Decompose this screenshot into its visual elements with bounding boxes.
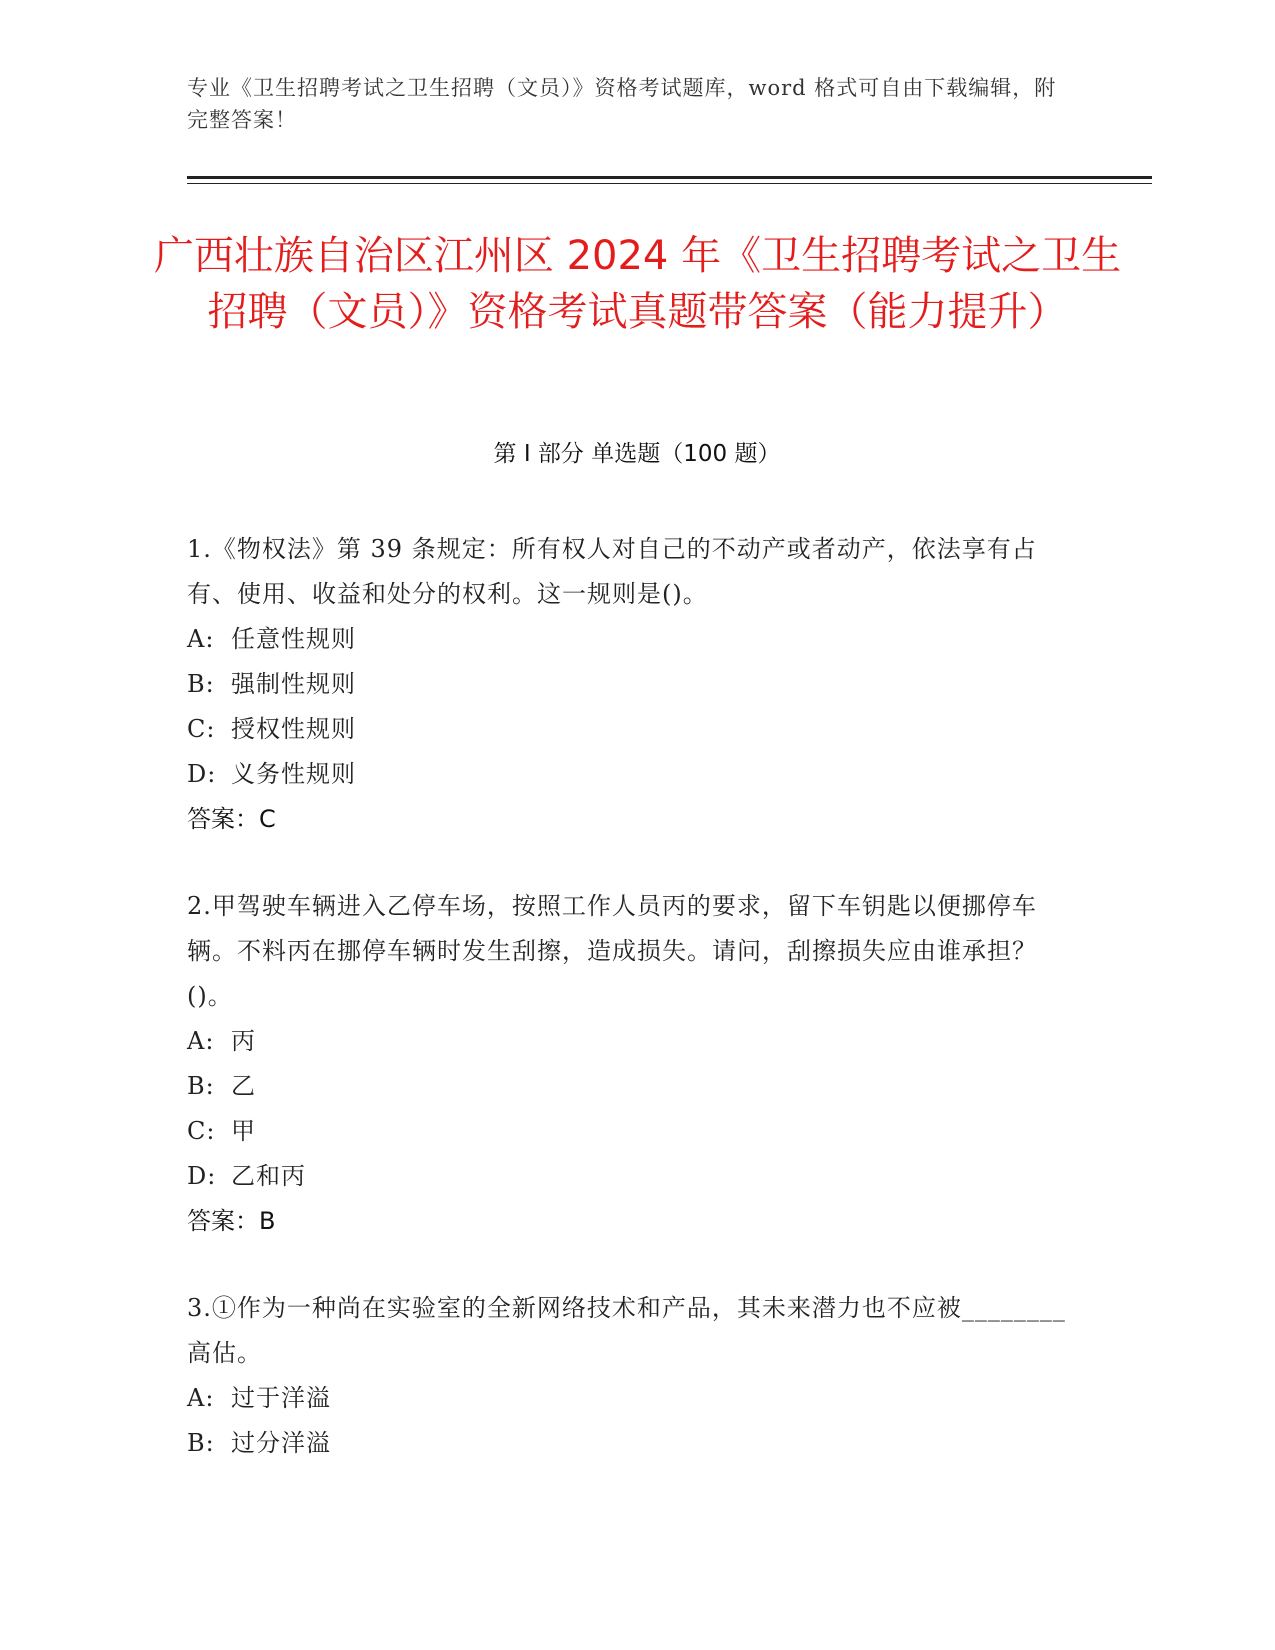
option-letter: A:: [187, 1384, 215, 1412]
option-text: 义务性规则: [231, 760, 356, 788]
answer-line: 答案：C: [187, 805, 276, 833]
option-letter: A:: [187, 1027, 215, 1055]
option-letter: D:: [187, 1162, 217, 1190]
question-stem: 3.①作为一种尚在实验室的全新网络技术和产品，其未来潜力也不应被________高估。: [187, 1294, 1066, 1367]
question-stem: 1.《物权法》第 39 条规定：所有权人对自己的不动产或者动产，依法享有占有、使用、收益和处分的权利。这一规则是()。: [187, 535, 1037, 608]
header-note: 专业《卫生招聘考试之卫生招聘（文员）》资格考试题库，word 格式可自由下载编辑，附完整答案！: [187, 76, 1057, 132]
header-rule-thin: [187, 183, 1152, 184]
option-letter: B:: [187, 1429, 215, 1457]
option-text: 丙: [231, 1027, 256, 1055]
option-text: 强制性规则: [231, 670, 356, 698]
option-d: [187, 1154, 1077, 1199]
option-text: 任意性规则: [231, 625, 356, 653]
answer-line: 答案：B: [187, 1207, 276, 1235]
option-letter: B:: [187, 670, 215, 698]
question-list: [187, 527, 1077, 1508]
option-text: 乙: [231, 1072, 256, 1100]
option-letter: C:: [187, 1117, 216, 1145]
option-b: [187, 1064, 1077, 1109]
option-a: [187, 1376, 1077, 1421]
option-text: 乙和丙: [231, 1162, 306, 1190]
section-heading: 第 I 部分 单选题（100 题）: [493, 441, 781, 467]
option-text: 授权性规则: [231, 715, 356, 743]
option-letter: C:: [187, 715, 216, 743]
option-d: [187, 752, 1077, 797]
option-b: [187, 662, 1077, 707]
question-stem: 2.甲驾驶车辆进入乙停车场，按照工作人员丙的要求，留下车钥匙以便挪停车辆。不料丙在挪停车辆时发生刮擦，造成损失。请问，刮擦损失应由谁承担？()。: [187, 892, 1037, 1010]
option-a: [187, 617, 1077, 662]
option-letter: B:: [187, 1072, 215, 1100]
question-2: [187, 884, 1077, 1244]
option-letter: A:: [187, 625, 215, 653]
option-b: [187, 1421, 1077, 1466]
option-text: 甲: [231, 1117, 256, 1145]
option-text: 过分洋溢: [231, 1429, 331, 1457]
option-letter: D:: [187, 760, 217, 788]
option-c: [187, 1109, 1077, 1154]
document-title: 广西壮族自治区江州区 2024 年《卫生招聘考试之卫生招聘（文员）》资格考试真题带答案（能力提升）: [153, 233, 1122, 335]
option-a: [187, 1019, 1077, 1064]
header-rule-thick: [187, 176, 1152, 179]
option-text: 过于洋溢: [231, 1384, 331, 1412]
question-3: [187, 1286, 1077, 1466]
option-c: [187, 707, 1077, 752]
question-1: [187, 527, 1077, 842]
